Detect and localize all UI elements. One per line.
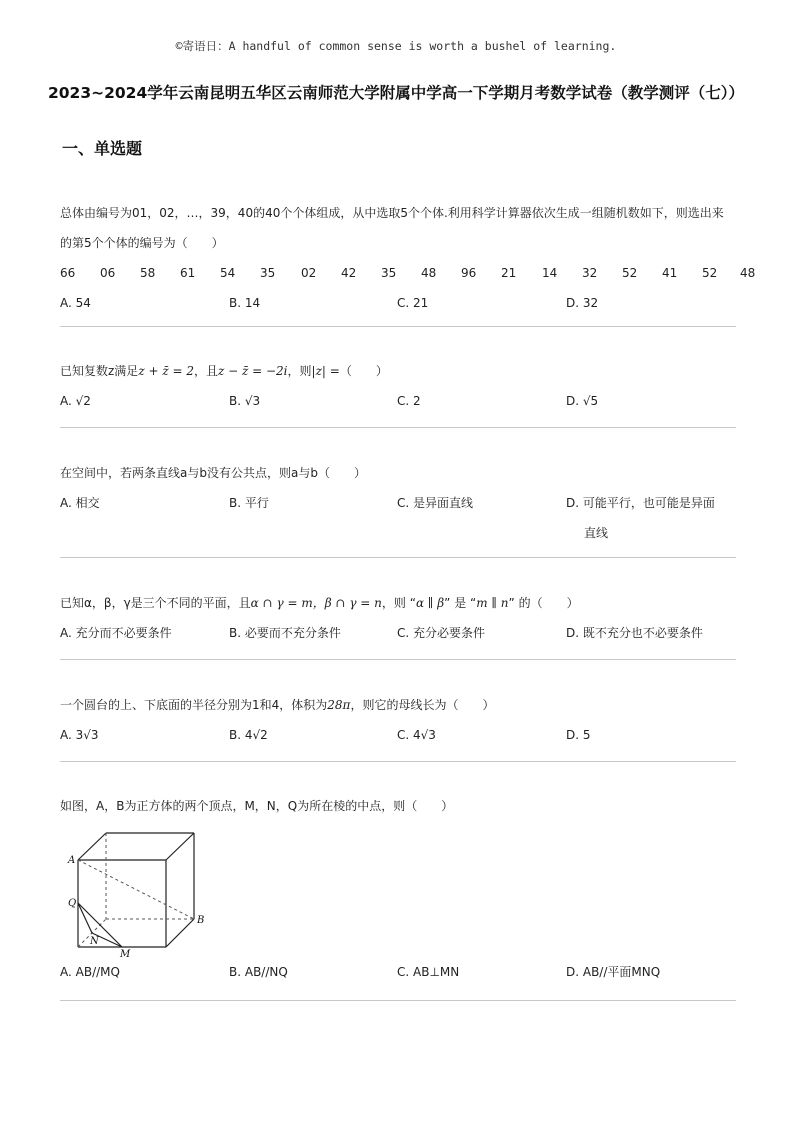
- option-c[interactable]: C. AB⊥MN: [397, 965, 460, 979]
- option-a[interactable]: A. 54: [60, 296, 91, 310]
- question-6-stem: 如图，A，B为正方体的两个顶点，M，N，Q为所在棱的中点，则（ ）: [60, 799, 454, 813]
- stem-text: 一个圆台的上、下底面的半径分别为1和4，体积为: [60, 698, 328, 712]
- option-a[interactable]: A. 3√3: [60, 728, 99, 742]
- random-number: 52: [702, 266, 718, 280]
- option-b[interactable]: B. AB//NQ: [229, 965, 288, 979]
- point-label-m: M: [120, 949, 131, 960]
- random-number: 02: [301, 266, 317, 280]
- math-expression: α ∩ γ = m，β ∩ γ = n: [250, 596, 382, 610]
- question-3-options-cont: [60, 518, 736, 548]
- option-b[interactable]: B. √3: [229, 394, 261, 408]
- question-4-stem: [60, 588, 736, 618]
- question-2: [60, 356, 736, 416]
- math-expression: |z| =: [311, 364, 340, 378]
- option-a[interactable]: A. √2: [60, 394, 91, 408]
- cube-figure: [60, 823, 210, 960]
- stem-text: ” 是 “: [444, 596, 477, 610]
- question-3-options: [60, 488, 736, 518]
- divider: [60, 659, 736, 660]
- random-number: 14: [542, 266, 558, 280]
- option-a[interactable]: A. 相交: [60, 496, 100, 510]
- random-number: 48: [421, 266, 437, 280]
- stem-text: ，则 “: [381, 596, 416, 610]
- section-title: 一、单选题: [62, 139, 143, 158]
- cube-edge: [166, 833, 194, 860]
- stem-text: 已知复数z满足: [60, 364, 139, 378]
- math-expression: m ∥ n: [476, 596, 509, 610]
- math-expression: z − z̄ = −2i: [217, 364, 288, 378]
- option-c[interactable]: C. 充分必要条件: [397, 626, 486, 640]
- random-number: 32: [582, 266, 598, 280]
- option-b[interactable]: B. 平行: [229, 496, 269, 510]
- question-1: [60, 198, 756, 318]
- math-expression: α ∥ β: [415, 596, 445, 610]
- random-number: 06: [100, 266, 116, 280]
- stem-text: ” 的（ ）: [508, 596, 579, 610]
- option-c[interactable]: C. 是异面直线: [397, 496, 474, 510]
- question-3: [60, 458, 736, 548]
- option-d[interactable]: D. 32: [566, 296, 599, 310]
- question-5-options: [60, 720, 736, 750]
- option-d[interactable]: D. 5: [566, 728, 591, 742]
- option-d[interactable]: D. 可能平行，也可能是异面: [566, 496, 715, 510]
- question-2-stem: [60, 356, 736, 386]
- question-1-options: [60, 288, 736, 318]
- cube-edge: [166, 919, 194, 947]
- divider: [60, 1000, 736, 1001]
- option-a[interactable]: A. 充分而不必要条件: [60, 626, 172, 640]
- option-d[interactable]: D. 既不充分也不必要条件: [566, 626, 703, 640]
- random-number: 96: [461, 266, 477, 280]
- option-d-continuation[interactable]: 直线: [584, 526, 609, 540]
- random-number: 48: [740, 266, 756, 280]
- segment-qn: [78, 903, 92, 933]
- question-5: [60, 690, 736, 750]
- random-number: 41: [662, 266, 678, 280]
- random-number: 42: [341, 266, 357, 280]
- random-number: 35: [381, 266, 397, 280]
- cube-edge: [78, 833, 106, 860]
- divider: [60, 761, 736, 762]
- option-c[interactable]: C. 2: [397, 394, 421, 408]
- math-expression: z + z̄ = 2: [138, 364, 194, 378]
- divider: [60, 557, 736, 558]
- question-1-stem-line2: 的第5个个体的编号为（ ）: [60, 236, 224, 250]
- stem-text: ，且: [193, 364, 218, 378]
- random-number: 66: [60, 266, 76, 280]
- random-number: 58: [140, 266, 156, 280]
- random-number-row: [60, 258, 770, 288]
- random-number: 52: [622, 266, 638, 280]
- paper-title: 2023~2024学年云南昆明五华区云南师范大学附属中学高一下学期月考数学试卷（教学测评（七））: [47, 84, 745, 102]
- question-2-options: [60, 386, 736, 416]
- question-4-options: [60, 618, 736, 648]
- option-b[interactable]: B. 4√2: [229, 728, 268, 742]
- stem-text: （ ）: [339, 364, 388, 378]
- divider: [60, 427, 736, 428]
- header-motto: ©寄语日：A handful of common sense is worth a bushel of learning.: [175, 39, 617, 53]
- option-d[interactable]: D. AB//平面MNQ: [566, 965, 661, 979]
- question-1-stem-line1: 总体由编号为01，02，…，39，40的40个个体组成，从中选取5个个体.利用科学计算器依次生成一组随机数如下，则选出来: [60, 206, 724, 220]
- point-label-n: N: [90, 936, 99, 947]
- stem-text: ，则: [287, 364, 312, 378]
- option-b[interactable]: B. 必要而不充分条件: [229, 626, 341, 640]
- question-6-options: [60, 957, 736, 987]
- option-b[interactable]: B. 14: [229, 296, 261, 310]
- question-3-stem: 在空间中，若两条直线a与b没有公共点，则a与b（ ）: [60, 466, 366, 480]
- random-number: 21: [501, 266, 517, 280]
- question-6: [60, 791, 736, 987]
- option-a[interactable]: A. AB//MQ: [60, 965, 120, 979]
- stem-text: 已知α，β，γ是三个不同的平面，且: [60, 596, 251, 610]
- option-c[interactable]: C. 4√3: [397, 728, 436, 742]
- random-number: 54: [220, 266, 236, 280]
- question-5-stem: [60, 690, 736, 720]
- option-c[interactable]: C. 21: [397, 296, 429, 310]
- vertex-label-a: A: [68, 855, 76, 866]
- option-d[interactable]: D. √5: [566, 394, 599, 408]
- random-number: 35: [260, 266, 276, 280]
- question-4: [60, 588, 736, 648]
- point-label-q: Q: [68, 898, 77, 909]
- stem-text: ，则它的母线长为（ ）: [350, 698, 495, 712]
- vertex-label-b: B: [197, 915, 205, 926]
- divider: [60, 326, 736, 327]
- segment-qm: [78, 903, 122, 947]
- diagonal-ab: [78, 860, 194, 919]
- random-number: 61: [180, 266, 196, 280]
- math-expression: 28π: [327, 698, 351, 712]
